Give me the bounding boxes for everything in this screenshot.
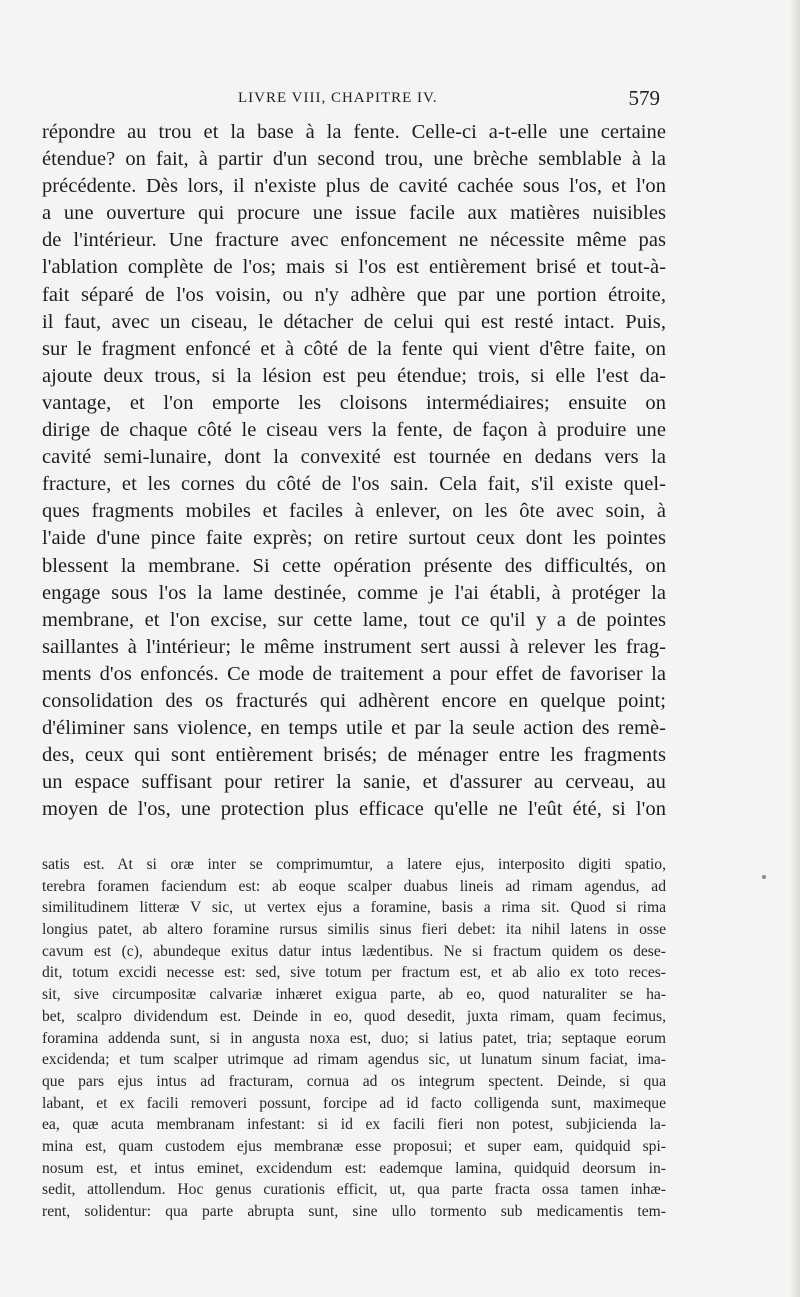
main-text-line: répondre au trou et la base à la fente. Celle-ci a-t-elle une certaine bbox=[42, 121, 666, 143]
footnote-line: dit, totum excidi necesse est: sed, sive totum per fractum est, et ab alio ex toto reces- bbox=[42, 964, 666, 982]
main-text-line: moyen de l'os, une protection plus efficace qu'elle ne l'eût été, si l'on bbox=[42, 798, 666, 821]
running-header bbox=[220, 86, 660, 114]
footnote-line: excidenda; et tum scalper utrimque ad rimam agendus sic, ut lunatum sinum faciat, ima- bbox=[42, 1051, 666, 1069]
main-text-line: engage sous l'os la lame destinée, comme je l'ai établi, à protéger la bbox=[42, 581, 666, 604]
main-text-line: vantage, et l'on emporte les cloisons intermédiaires; ensuite on bbox=[42, 391, 666, 414]
main-text-line: dirige de chaque côté le ciseau vers la fente, de façon à produire une bbox=[42, 419, 666, 442]
main-text-block bbox=[42, 119, 666, 823]
footnote-line: bet, scalpro dividendum est. Deinde in eo, quod desedit, juxta rimam, quam fecimus, bbox=[42, 1007, 666, 1025]
footnote-line: labant, et ex facili removeri possunt, forcipe ad id facto colligenda sunt, maximeque bbox=[42, 1094, 666, 1112]
footnote-line: sit, sive circumpositæ calvariæ inhæret exigua parte, ab eo, quod naturaliter se ha- bbox=[42, 986, 666, 1004]
running-title: LIVRE VIII, CHAPITRE IV. bbox=[238, 90, 438, 106]
latin-footnote-block bbox=[42, 854, 666, 1223]
main-text-line: de l'intérieur. Une fracture avec enfoncement ne nécessite même pas bbox=[42, 229, 666, 252]
footnote-line: foramina addenda sunt, si in angusta noxa est, duo; si latius patet, tria; septaque eorum bbox=[42, 1029, 666, 1047]
footnote-line: satis est. At si oræ inter se comprimumtur, a latere ejus, interposito digiti spatio, bbox=[42, 856, 666, 873]
main-text-line: des, ceux qui sont entièrement brisés; de ménager entre les fragments bbox=[42, 744, 666, 767]
footnote-line: ea, quæ acuta membranam infestant: si id ex facili fieri non potest, subjicienda la- bbox=[42, 1116, 666, 1134]
footnote-line: similitudinem litteræ V sic, ut vertex ejus a foramine, basis a rima sit. Quod si rima bbox=[42, 899, 666, 917]
scan-speck bbox=[762, 875, 766, 879]
main-text-line: ajoute deux trous, si la lésion est peu étendue; trois, si elle l'est da- bbox=[42, 364, 666, 387]
footnote-line: rent, solidentur: qua parte abrupta sunt, sine ullo tormento sub medicamentis tem- bbox=[42, 1203, 666, 1220]
main-text-line: il faut, avec un ciseau, le détacher de celui qui est resté intact. Puis, bbox=[42, 310, 666, 333]
footnote-line: nosum est, et intus eminet, excidendum est: eademque lamina, quidquid deorsum in- bbox=[42, 1159, 666, 1177]
main-text-line: saillantes à l'intérieur; le même instrument sert aussi à relever les frag- bbox=[42, 635, 666, 658]
main-text-line: l'ablation complète de l'os; mais si l'os est entièrement brisé et tout-à- bbox=[42, 256, 666, 279]
footnote-line: mina est, quam custodem ejus membranæ esse proposui; et super eam, quidquid spi- bbox=[42, 1137, 666, 1155]
main-text-line: blessent la membrane. Si cette opération présente des difficultés, on bbox=[42, 554, 666, 577]
main-text-line: fracture, et les cornes du côté de l'os sain. Cela fait, s'il existe quel- bbox=[42, 473, 666, 496]
page-edge-shadow bbox=[790, 0, 800, 1297]
main-text-line: ments d'os enfoncés. Ce mode de traitement a pour effet de favoriser la bbox=[42, 662, 666, 685]
footnote-line: que pars ejus intus ad fracturam, cornua ad os integrum spectent. Deinde, si qua bbox=[42, 1072, 666, 1090]
main-text-line: un espace suffisant pour retirer la sanie, et d'assurer au cerveau, au bbox=[42, 771, 666, 794]
main-text-line: cavité semi-lunaire, dont la convexité est tournée en dedans vers la bbox=[42, 446, 666, 469]
main-text-line: a une ouverture qui procure une issue facile aux matières nuisibles bbox=[42, 202, 666, 225]
main-text-line: précédente. Dès lors, il n'existe plus de cavité cachée sous l'os, et l'on bbox=[42, 175, 666, 198]
main-text-line: consolidation des os fracturés qui adhèrent encore en quelque point; bbox=[42, 689, 666, 712]
footnote-line: cavum est (c), abundeque exitus datur intus lædentibus. Ne si fractum quidem os dese- bbox=[42, 942, 666, 960]
main-text-line: sur le fragment enfoncé et à côté de la fente qui vient d'être faite, on bbox=[42, 337, 666, 360]
main-text-line: l'aide d'une pince faite exprès; on retire surtout ceux dont les pointes bbox=[42, 527, 666, 550]
footnote-line: terebra foramen faciendum est: ab eoque scalper duabus lineis ad rimam agendus, ad bbox=[42, 877, 666, 895]
main-text-line: étendue? on fait, à partir d'un second trou, une brèche semblable à la bbox=[42, 148, 666, 171]
main-text-line: ques fragments mobiles et faciles à enlever, on les ôte avec soin, à bbox=[42, 500, 666, 523]
footnote-line: sedit, attollendum. Hoc genus curationis efficit, ut, qua parte fracta ossa tamen inhæ- bbox=[42, 1181, 666, 1199]
main-text-line: d'éliminer sans violence, en temps utile et par la seule action des remè- bbox=[42, 717, 666, 740]
footnote-line: longius patet, ab altero foramine rursus similis sinus fieri debet: ita nihil latens in osse bbox=[42, 921, 666, 939]
main-text-line: fait séparé de l'os voisin, ou n'y adhère que par une portion étroite, bbox=[42, 283, 666, 306]
page-number: 579 bbox=[628, 86, 660, 110]
main-text-line: membrane, et l'on excise, sur cette lame, tout ce qu'il y a de pointes bbox=[42, 608, 666, 631]
